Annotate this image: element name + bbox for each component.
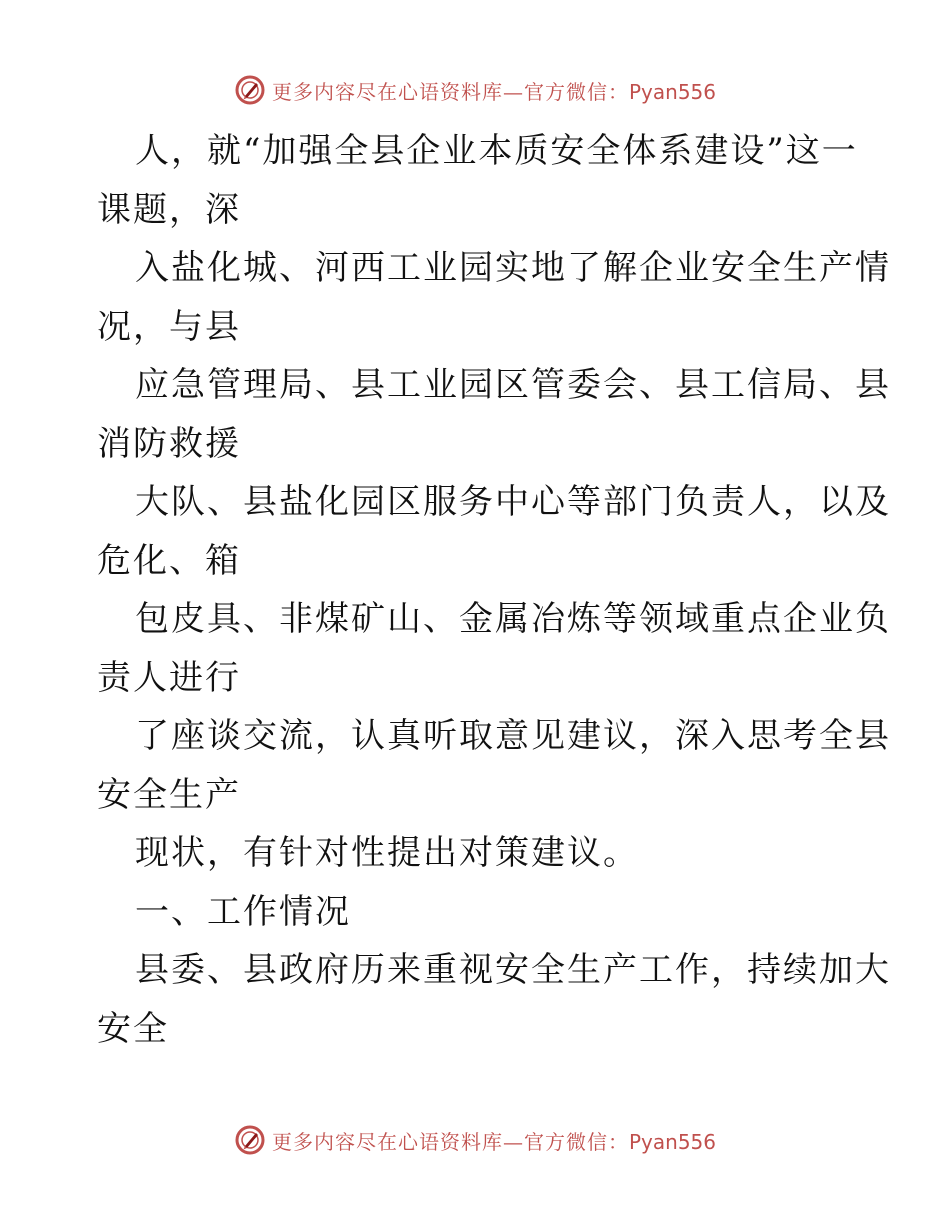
body-text-line: 一、工作情况 [135, 891, 351, 932]
body-text-line: 了座谈交流，认真听取意见建议，深入思考全县 [135, 716, 891, 756]
body-text-line: 包皮具、非煤矿山、金属冶炼等领域重点企业负 [135, 599, 891, 639]
body-text-line: 责人进行 [97, 657, 241, 698]
body-text-line: 应急管理局、县工业园区管委会、县工信局、县 [135, 365, 891, 405]
header-watermark [0, 70, 950, 110]
body-text-line: 大队、县盐化园区服务中心等部门负责人，以及 [135, 482, 891, 522]
body-text-line: 安全生产 [97, 774, 241, 815]
body-text-line: 危化、箱 [97, 540, 241, 581]
watermark-text: 更多内容尽在心语资料库—官方微信：Pyan556 [271, 1129, 716, 1154]
pen-logo-icon [234, 1124, 266, 1156]
body-text-line: 课题，深 [97, 189, 241, 230]
body-text-line: 人，就“加强全县企业本质安全体系建设”这一 [135, 131, 858, 171]
body-text-line: 县委、县政府历来重视安全生产工作，持续加大 [135, 950, 891, 990]
watermark-text: 更多内容尽在心语资料库—官方微信：Pyan556 [271, 79, 716, 104]
body-text-line: 况，与县 [97, 306, 241, 347]
body-text-line: 现状，有针对性提出对策建议。 [135, 833, 639, 873]
footer-watermark [0, 1120, 950, 1160]
body-text-line: 安全 [97, 1008, 169, 1049]
pen-logo-icon [234, 74, 266, 106]
body-text-line: 入盐化城、河西工业园实地了解企业安全生产情 [135, 248, 891, 288]
body-text-line: 消防救援 [97, 423, 241, 464]
document-body [97, 122, 891, 1058]
